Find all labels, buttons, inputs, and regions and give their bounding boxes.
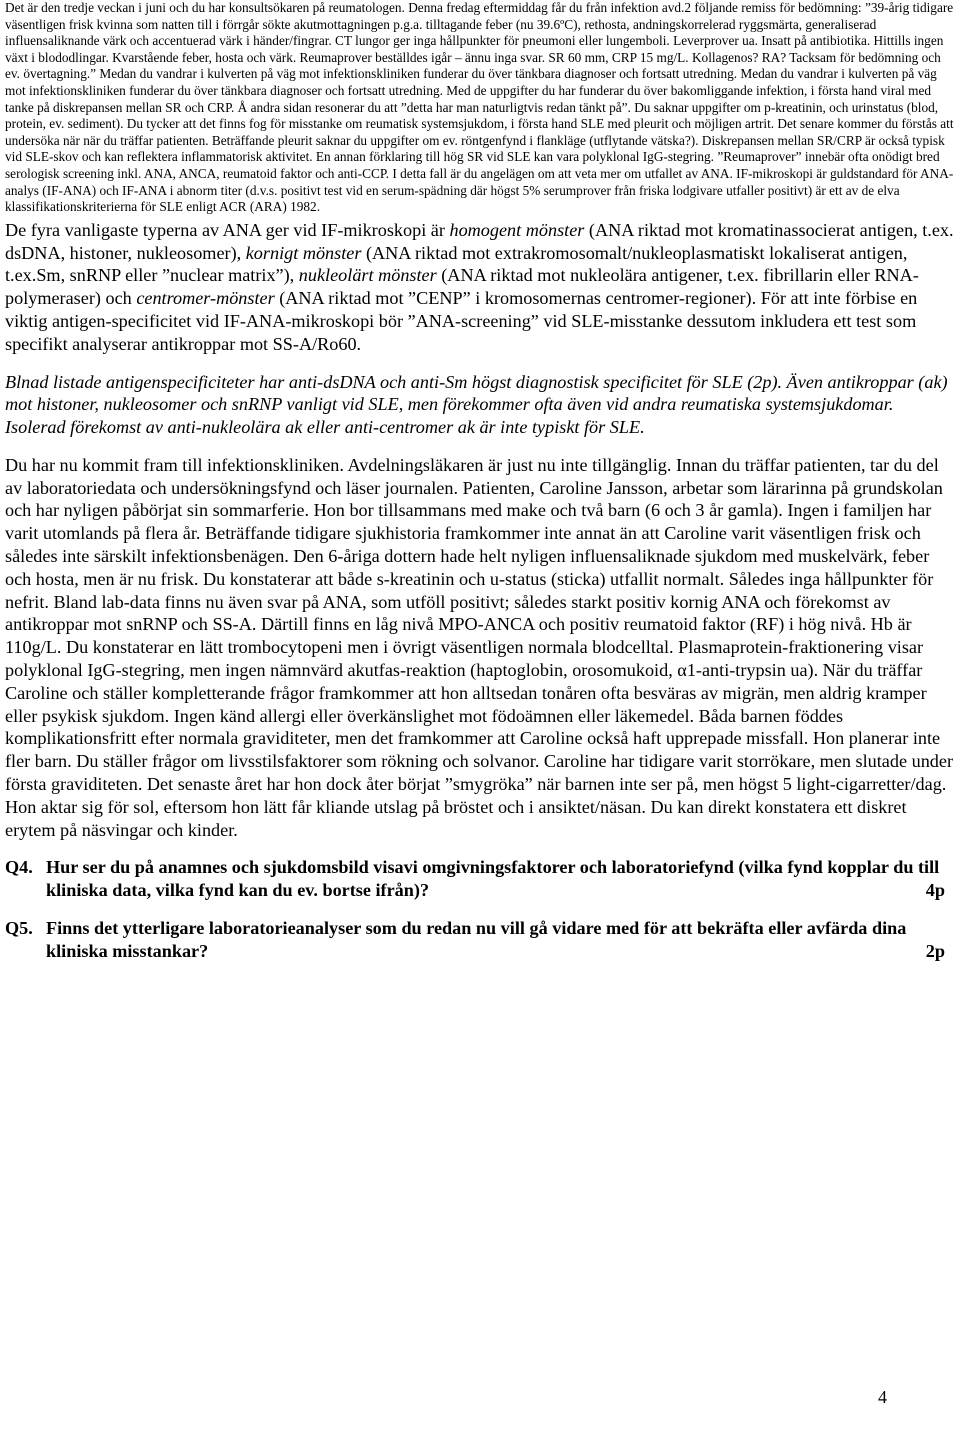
intro-text: Det är den tredje veckan i juni och du har konsultsökaren på reumatologen. Denna fredag eftermiddag får du från infektion avd.2 följande remiss för bedömning: ”39-årig tidigare väsentligen frisk kvinna som natten till i förrgår sökte akutmottagningen p.g.a. tilltagande feber (nu 39.6ºC), rethosta, andningskorrelerad ryggsmärta, generaliserad influensaliknande värk och accentuerad värk i händer/fingrar. CT lungor ger inga hållpunkter för pneumoni eller lungemboli. Leverprover ua. Insatt på antibiotika. Hittills ingen växt i blododlingar. Kvarstående feber, hosta och värk. Reumaprover beställdes igår – ännu inga svar. SR 60 mm, CRP 15 mg/L. Kollagenos? RA? Tacksam för bedömning och ev. övertagning.” Medan du vandrar i kulverten på väg mot infektionskliniken funderar du över tänkbara diagnoser och fortsatt utredning. Medan du vandrar i kulverten på väg mot infektionskliniken funderar du över tänkbara diagnoser och fortsatt utredning. Med de uppgifter du har funderar du över bakomliggande infektion, i första hand viral med tanke på diskrepansen mellan SR och CRP. Å andra sidan resonerar du att ”detta har man naturligtvis redan tänkt på”. Du saknar uppgifter om p-kreatinin, och urinstatus (blod, protein, ev. sediment). Du tycker att det finns fog för misstanke om reumatisk systemsjukdom, i första hand SLE med pleurit och möjligen artrit. Det senare kommer du förstås att undersöka när när du träffar patienten. Beträffande pleurit saknar du uppgifter om ev. röntgenfynd i flankläge (utflytande vätska?). Diskrepansen mellan SR/CRP är också typisk vid SLE-skov och kan reflektera inflammatorisk aktivitet. En annan förklaring till hög SR vid SLE kan vara polyklonal IgG-stegring. ”Reumaprover” innebär ofta onödigt bred serologisk screening inkl. ANA, ANCA, reumatoid faktor och anti-CCP. I detta fall är du angelägen om att veta mer om utfallet av ANA. IF-mikroskopi är guldstandard för ANA-analys (IF-ANA) och IF-ANA i abnorm titer (d.v.s. positivt test vid en serum-spädning där högst 5% serumprover från friska lodgivare utfaller positivt) är ett av de elva klassifikationskriterierna för SLE enligt ACR (ARA) 1982. [5, 0, 954, 215]
question-q4 [5, 856, 957, 902]
ana-pattern-nucleolar: nukleolärt mönster [298, 265, 437, 286]
ana-text-3: (ANA riktad mot extrakromosomalt/nukleoplasmatiskt lokaliserat antigen, t.ex.Sm, snRNP eller ”nuclear matrix”), [5, 242, 908, 286]
ana-patterns-paragraph [5, 219, 957, 356]
ana-text-5: (ANA riktad mot ”CENP” i kromosomernas centromer-regioner). För att inte förbise en viktig antigen-specificitet vid IF-ANA-mikroskopi bör ”ANA-screening” vid SLE-misstanke dessutom inkludera ett test som specifikt analyserar antikroppar mot SS-A/Ro60. [5, 288, 918, 354]
question-body [46, 917, 957, 963]
ana-text-1: De fyra vanligaste typerna av ANA ger vid IF-mikroskopi är [5, 219, 450, 240]
question-q5 [5, 917, 957, 963]
question-number: Q5. [5, 918, 33, 939]
document-page [5, 0, 957, 963]
ana-pattern-centromere: centromer-mönster [136, 288, 275, 309]
question-points: 2p [925, 941, 945, 962]
ana-text-2: (ANA riktad mot kromatinassocierat antigen, t.ex. dsDNA, histoner, nukleosomer), [5, 219, 954, 263]
question-number: Q4. [5, 857, 33, 878]
ana-pattern-homogeneous: homogent mönster [449, 219, 585, 240]
specificity-answer-paragraph: Blnad listade antigenspecificiteter har anti-dsDNA och anti-Sm högst diagnostisk specificitet för SLE (2p). Även antikroppar (ak) mot histoner, nukleosomer och snRNP vanligt vid SLE, men förekommer ofta även vid andra reumatiska systemsjukdomar. Isolerad förekomst av anti-nukleolära ak eller anti-centromer ak är inte typiskt för SLE. [5, 371, 948, 438]
question-body [46, 856, 957, 902]
question-points: 4p [925, 880, 945, 901]
page-number: 4 [878, 1387, 887, 1407]
question-text: Hur ser du på anamnes och sjukdomsbild visavi omgivningsfaktorer och laboratoriefynd (vilka fynd kopplar du till kliniska data, vilka fynd kan du ev. bortse ifrån)? [46, 857, 940, 901]
question-text: Finns det ytterligare laboratorieanalyser som du redan nu vill gå vidare med för att bekräfta eller avfärda dina kliniska misstankar? [46, 918, 907, 962]
ana-text-4: (ANA riktad mot nukleolära antigener, t.ex. fibrillarin eller RNA-polymeraser) och [5, 265, 919, 309]
ana-pattern-speckled: kornigt mönster [245, 242, 362, 263]
intro-referral-paragraph [5, 0, 957, 216]
patient-case-paragraph: Du har nu kommit fram till infektionskliniken. Avdelningsläkaren är just nu inte tillgänglig. Innan du träffar patienten, tar du del av laboratoriedata och undersökningsfynd och läser journalen. Patienten, Caroline Jansson, arbetar som lärarinna på grundskolan och har nyligen påbörjat sin sommarferie. Hon bor tillsammans med make och två barn (6 och 3 år gamla). Ingen i familjen har varit utomlands på flera år. Beträffande tidigare sjukhistoria framkommer inte annat än att Caroline varit väsentligen frisk och således inte särskilt infektionsbenägen. Den 6-åriga dottern hade helt nyligen influensaliknade sjukdom med muskelvärk, feber och hosta, men är nu frisk. Du konstaterar att både s-kreatinin och u-status (sticka) utfallit normalt. Således inga hållpunkter för nefrit. Bland lab-data finns nu även svar på ANA, som utföll positivt; således starkt positiv kornig ANA och förekomst av antikroppar mot snRNP och SS-A. Därtill finns en låg nivå MPO-ANCA och positiv reumatoid faktor (RF) i hög nivå. Hb är 110g/L. Du konstaterar en lätt trombocytopeni men i övrigt väsentligen normala blodcelltal. Plasmaprotein-fraktionering visar polyklonal IgG-stegring, men ingen nämnvärd akutfas-reaktion (haptoglobin, orosomukoid, α1-anti-trypsin ua). När du träffar Caroline och ställer kompletterande frågor framkommer att hon alltsedan tonåren ofta besväras av migrän, men aldrig kramper eller psykisk sjukdom. Ingen känd allergi eller överkänslighet mot födoämnen eller läkemedel. Båda barnen föddes komplikationsfritt efter normala graviditeter, men det framkommer att Caroline också haft upprepade missfall. Hon planerar inte fler barn. Du ställer frågor om livsstilsfaktorer som rökning och solvanor. Caroline har tidigare varit storrökare, men slutade under första graviditeten. Det senaste året har hon dock åter börjat ”smygröka” när barnen inte ser på, men högst 5 light-cigarretter/dag. Hon aktar sig för sol, eftersom hon lätt får kliande utslag på bröstet och i ansiktet/näsan. Du kan direkt konstatera ett diskret erytem på näsvingar och kinder. [5, 454, 954, 840]
